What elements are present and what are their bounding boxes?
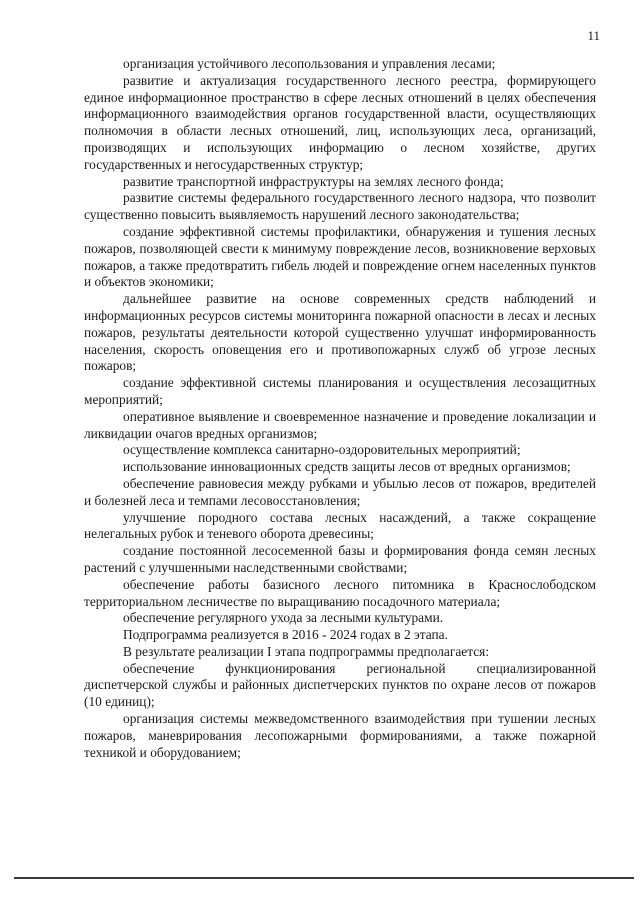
- paragraph: обеспечение равновесия между рубками и убылью лесов от пожаров, вредителей и болезней леса и темпами лесовосстановления;: [84, 475, 596, 508]
- paragraph: осуществление комплекса санитарно-оздоровительных мероприятий;: [123, 442, 521, 458]
- paragraph: использование инновационных средств защиты лесов от вредных организмов;: [123, 459, 571, 475]
- paragraph: дальнейшее развитие на основе современных средств наблюдений и информационных ресурсов системы мониторинга пожарной опасности в лесах и лесных пожаров, результаты деятельности которой существенно улучшат информированность населения, скорость оповещения его и противопожарных служб об угрозе лесных пожаров;: [84, 291, 596, 374]
- paragraph: организация системы межведомственного взаимодействия при тушении лесных пожаров, маневрирования лесопожарными формированиями, а также пожарной техникой и оборудованием;: [84, 711, 596, 760]
- paragraph: оперативное выявление и своевременное назначение и проведение локализации и ликвидации очагов вредных организмов;: [84, 408, 596, 441]
- paragraph: создание постоянной лесосеменной базы и формирования фонда семян лесных растений с улучшенными наследственными свойствами;: [84, 543, 596, 575]
- bottom-rule: [14, 877, 634, 879]
- page-number: 11: [587, 28, 600, 43]
- body-text: [84, 56, 596, 761]
- paragraph: развитие системы федерального государственного лесного надзора, что позволит существенно повысить выявляемость нарушений лесного законодательства;: [84, 190, 596, 223]
- paragraph: создание эффективной системы профилактики, обнаружения и тушения лесных пожаров, позволяющей свести к минимуму повреждение лесов, возникновение верховых пожаров, а также предотвратить гибель людей и повреждение огнем населенных пунктов и объектов экономики;: [84, 223, 596, 290]
- paragraph: обеспечение регулярного ухода за лесными культурами.: [123, 610, 444, 626]
- paragraph: создание эффективной системы планирования и осуществления лесозащитных мероприятий;: [84, 375, 596, 407]
- paragraph: развитие транспортной инфраструктуры на землях лесного фонда;: [123, 173, 504, 189]
- paragraph: улучшение породного состава лесных насаждений, а также сокращение нелегальных рубок и теневого оборота древесины;: [84, 509, 596, 542]
- paragraph: развитие и актуализация государственного лесного реестра, формирующего единое информационное пространство в сфере лесных отношений в целях обеспечения информационного взаимодействия органов государственной власти, осуществляющих полномочия в области лесных отношений, лиц, использующих леса, организаций, производящих и использующих информацию о лесном хозяйстве, других государственных и негосударственных структур;: [84, 72, 596, 172]
- paragraph: обеспечение функционирования региональной специализированной диспетчерской службы и районных диспетчерских пунктов по охране лесов от пожаров (10 единиц);: [84, 660, 596, 710]
- paragraph: В результате реализации I этапа подпрограммы предполагается:: [123, 643, 490, 659]
- paragraph: обеспечение работы базисного лесного питомника в Краснослободском территориальном лесничестве по выращиванию посадочного материала;: [84, 576, 596, 609]
- paragraph: организация устойчивого лесопользования и управления лесами;: [123, 56, 496, 71]
- paragraph: Подпрограмма реализуется в 2016 - 2024 годах в 2 этапа.: [123, 627, 448, 643]
